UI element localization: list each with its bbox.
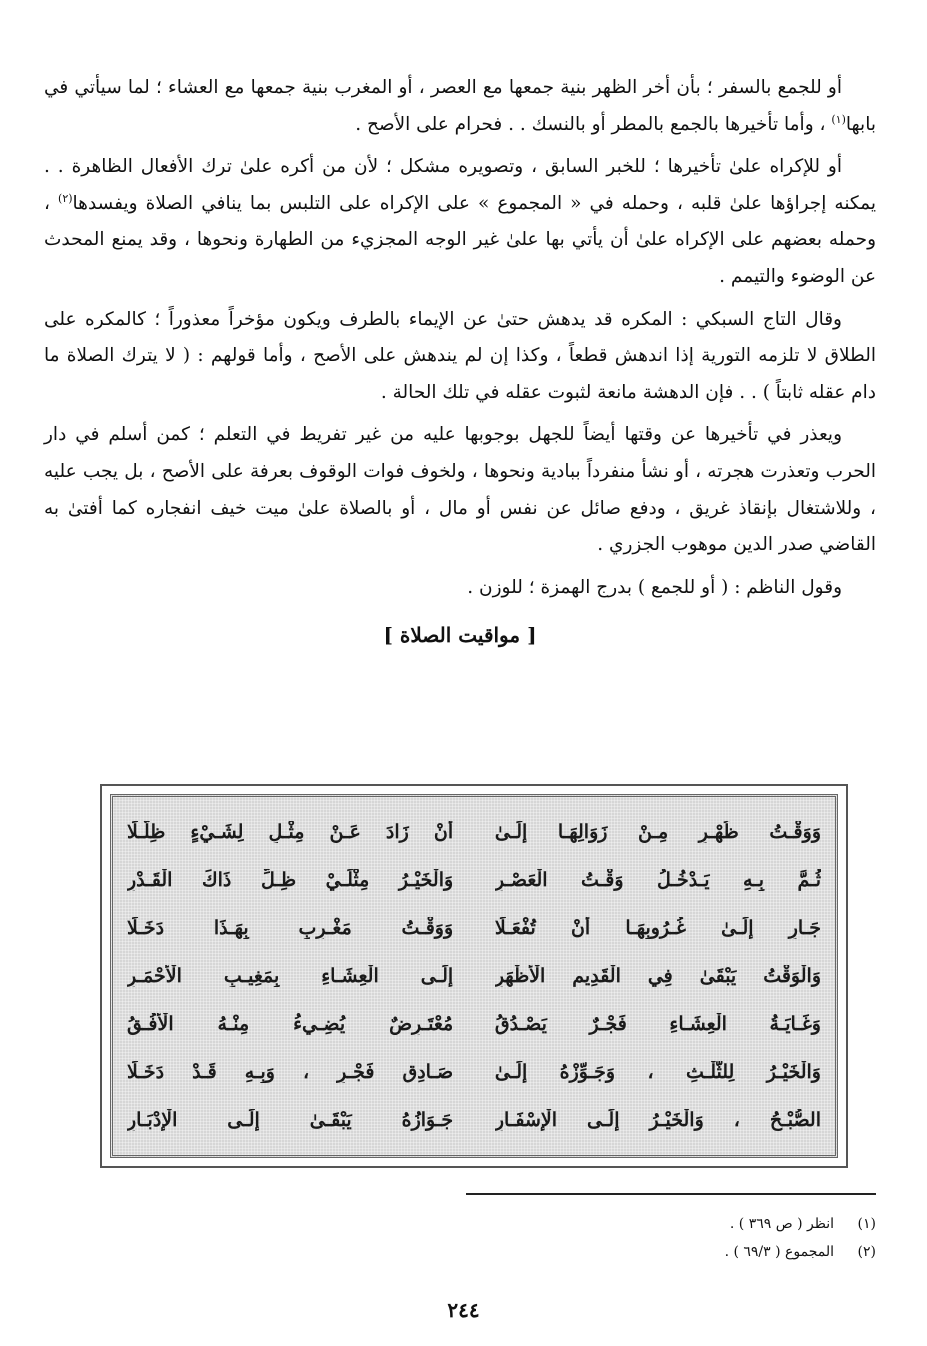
paragraph-text: ويعذر في تأخيرها عن وقتها أيضاً للجهل بوجوبها عليه من غير تفريط في التعلم ؛ كمن أسلم في دار الحرب وتعذرت هجرته ، أو نشأ منفرداً ببادية ونحوها ، ولخوف فوات الوقوف بعرفة على الأصح ، بل يجب عليه ، وللاشتغال بإنقاذ غريق ، ودفع صائل عن نفس أو مال ، أو بالصلاة علىٰ ميت خيف انفجاره كما أفتىٰ به القاضي صدر الدين موهوب الجزري . [44,424,876,556]
paragraph-1 [44,70,876,143]
first-hemistich: وَالْوَقْتُ يَبْقَىٰ فِي الْقَدِيمِ الْأَظْهَرِ [494,965,821,987]
footnote-text: المجموع ( ٦٩/٣ ) . [724,1244,834,1260]
footnote-2 [376,1238,876,1266]
verse-row [127,857,821,903]
second-hemistich: وَوَقْـتُ مَغْـرِبٍ بِهَـذَا دَخَـلَا [127,917,454,939]
second-hemistich: إِلَـى الْعِشَـاءِ بِمَغِيـبِ الْأَحْمَـرِ [127,965,454,987]
first-hemistich: وَغَـايَـةُ الْعِشَـاءِ فَجْـرٌ يَصْـدُقُ [494,1013,821,1035]
second-hemistich: صَـادِقِ فَجْـرٍ ، وَبِـهِ قَـدْ دَخَـلَا [127,1061,454,1083]
footnote-number: (٢) [857,1244,876,1260]
paragraph-5 [44,570,876,607]
second-hemistich: وَالْخَيْـرُ مِثْلَـيْ ظِـلِّ ذَاكَ الْقَـدْرِ [127,869,454,891]
page-number: ٢٤٤ [447,1298,480,1322]
footnote-number: (١) [857,1216,876,1232]
poem-frame [100,784,848,1168]
footnote-ref-1[interactable]: (١) [831,112,846,126]
footnote-divider [466,1193,876,1195]
paragraph-3 [44,302,876,412]
footnote-1 [376,1210,876,1238]
paragraph-text: أو للجمع بالسفر ؛ بأن أخر الظهر بنية جمعها مع العصر ، أو المغرب بنية جمعها مع العشاء ؛ لما سيأتي في بابها [44,77,876,135]
first-hemistich: ثُـمَّ بِـهِ يَـدْخُـلُ وَقْـتُ الْعَصْـرِ [494,869,821,891]
verse-row [127,1097,821,1143]
footnote-text: انظر ( ص ٣٦٩ ) . [729,1216,834,1232]
second-hemistich: مُعْتَـرِضٌ يُضِـيءُ مِنْـهُ الْأُفُـقُ [127,1013,454,1035]
paragraph-text: ، وأما تأخيرها بالجمع بالمطر أو بالنسك . . فحرام على الأصح . [355,113,832,135]
section-title: [ مواقيت الصلاة ] [383,623,537,648]
verse-row [127,809,821,855]
verse-row [127,953,821,999]
paragraph-text: وقال التاج السبكي : المكره قد يدهش حتىٰ عن الإيماء بالطرف ويكون مؤخراً معذوراً ؛ كالمكره على الطلاق لا تلزمه التورية إذا اندهش قطعاً ، وكذا إن لم يندهش على الأصح ، وأما قولهم : ( لا يترك الصلاة ما دام عقله ثابتاً ) . . فإن الدهشة مانعة لثبوت عقله في تلك الحالة . [44,308,876,403]
paragraph-2 [44,149,876,295]
second-hemistich: جَـوَازُهُ يَبْقَـىٰ إِلَـى الْإِدْبَـارِ [127,1109,454,1131]
paragraph-text: أو للإكراه علىٰ تأخيرها ؛ للخبر السابق ، وتصويره مشكل ؛ لأن من أكره علىٰ ترك الأفعال الظاهرة . . يمكنه إجراؤها علىٰ قلبه ، وحمله في « المجموع » على الإكراه على التلبس بما ينافي الصلاة ويفسدها [44,156,876,214]
main-text [44,70,876,664]
second-hemistich: أَنْ زَادَ عَـنْ مِثْـلِ لِشَـيْءٍ ظِلَّـلَا [127,821,454,843]
paragraph-text: وقول الناظم : ( أو للجمع ) بدرج الهمزة ؛ للوزن . [467,576,842,598]
first-hemistich: جَـارٍ إِلَـىٰ غُـرُوبِهَـا أَنْ تُفْعَـلَا [494,917,821,939]
verse-row [127,1001,821,1047]
first-hemistich: وَوَقْـتُ ظُهْـرٍ مِـنْ زَوَالِهَـا إِلَـىٰ [494,821,821,843]
paragraph-text: ، وحمله بعضهم على الإكراه علىٰ أن يأتي بها علىٰ غير الوجه المجزيء من الطهارة ونحوها ، وقد يمنع المحدث عن الوضوء والتيمم . [44,192,876,287]
verse-row [127,905,821,951]
poem-verses [110,794,838,1158]
first-hemistich: وَالْخَيْـرُ لِلثُّلْـثِ ، وَجَـوِّزْهُ إِلَـىٰ [494,1061,821,1083]
footnote-ref-2[interactable]: (٢) [58,191,73,205]
verse-row [127,1049,821,1095]
first-hemistich: الصُّبْـحُ ، وَالْخَيْـرُ إِلَـى الْإِسْفَـارِ [494,1109,821,1131]
paragraph-4 [44,417,876,563]
footnotes [376,1210,876,1266]
